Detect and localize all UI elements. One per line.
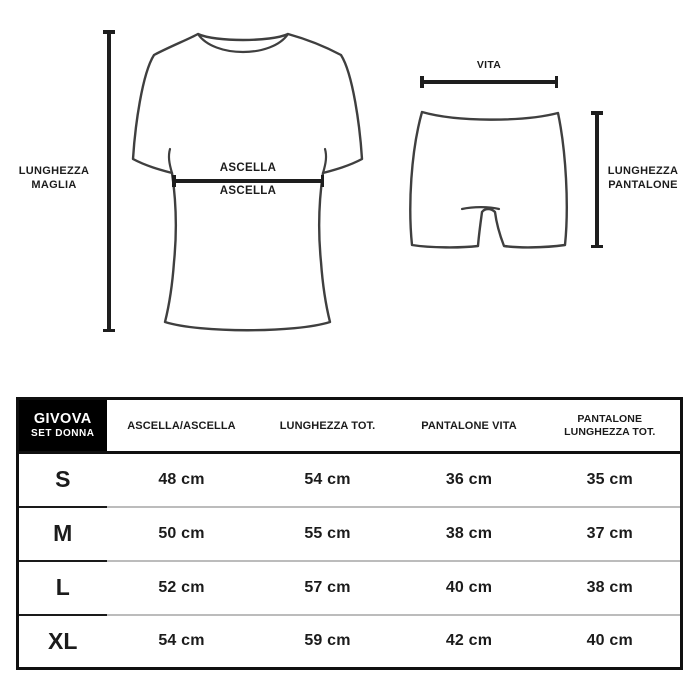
value-cell-lunghezza-tot: 57 cm	[257, 561, 399, 615]
size-cell: XL	[18, 615, 107, 669]
vita-label: VITA	[476, 59, 502, 71]
shirt-length-label-line2: MAGLIA	[31, 179, 77, 191]
table-row-s	[18, 453, 682, 507]
value-cell-pantalone-vita: 38 cm	[399, 507, 540, 561]
value-cell-ascella: 54 cm	[107, 615, 257, 669]
ascella-label-top: ASCELLA	[219, 162, 277, 174]
value-cell-pantalone-vita: 42 cm	[399, 615, 540, 669]
shirt-length-measure-line	[107, 31, 111, 331]
shorts-length-label-line2: PANTALONE	[608, 179, 678, 191]
value-cell-lunghezza-tot: 59 cm	[257, 615, 399, 669]
shirt-length-label	[6, 164, 102, 192]
vita-measure-line	[421, 80, 557, 84]
shorts-drawing-icon	[405, 106, 573, 254]
column-header-lunghezza-tot: LUNGHEZZA TOT.	[257, 399, 399, 453]
value-cell-ascella: 52 cm	[107, 561, 257, 615]
column-header-ascella: ASCELLA/ASCELLA	[107, 399, 257, 453]
ascella-measure-line	[173, 179, 323, 183]
column-header-pantalone-lunghezza-line2: LUNGHEZZA TOT.	[564, 425, 656, 438]
table-row-m	[18, 507, 682, 561]
ascella-label-bottom: ASCELLA	[219, 185, 277, 197]
value-cell-pantalone-lunghezza: 38 cm	[540, 561, 682, 615]
value-cell-ascella: 50 cm	[107, 507, 257, 561]
value-cell-pantalone-lunghezza: 35 cm	[540, 453, 682, 507]
brand-subtitle: SET DONNA	[31, 428, 95, 439]
column-header-pantalone-lunghezza-line1: PANTALONE	[577, 412, 643, 425]
header-row	[18, 399, 682, 453]
value-cell-ascella: 48 cm	[107, 453, 257, 507]
size-cell: S	[18, 453, 107, 507]
value-cell-pantalone-vita: 40 cm	[399, 561, 540, 615]
value-cell-pantalone-lunghezza: 40 cm	[540, 615, 682, 669]
size-table	[16, 397, 683, 670]
value-cell-pantalone-lunghezza: 37 cm	[540, 507, 682, 561]
shorts-length-label-line1: LUNGHEZZA	[607, 165, 679, 177]
column-header-pantalone-vita: PANTALONE VITA	[399, 399, 540, 453]
shirt-length-label-line1: LUNGHEZZA	[18, 165, 90, 177]
shorts-length-label	[583, 164, 700, 192]
value-cell-lunghezza-tot: 54 cm	[257, 453, 399, 507]
value-cell-pantalone-vita: 36 cm	[399, 453, 540, 507]
brand-cell	[18, 399, 107, 453]
size-cell: M	[18, 507, 107, 561]
column-header-pantalone-lunghezza	[540, 399, 682, 453]
value-cell-lunghezza-tot: 55 cm	[257, 507, 399, 561]
brand-name: GIVOVA	[33, 411, 92, 427]
size-cell: L	[18, 561, 107, 615]
table-row-l	[18, 561, 682, 615]
table-row-xl	[18, 615, 682, 669]
